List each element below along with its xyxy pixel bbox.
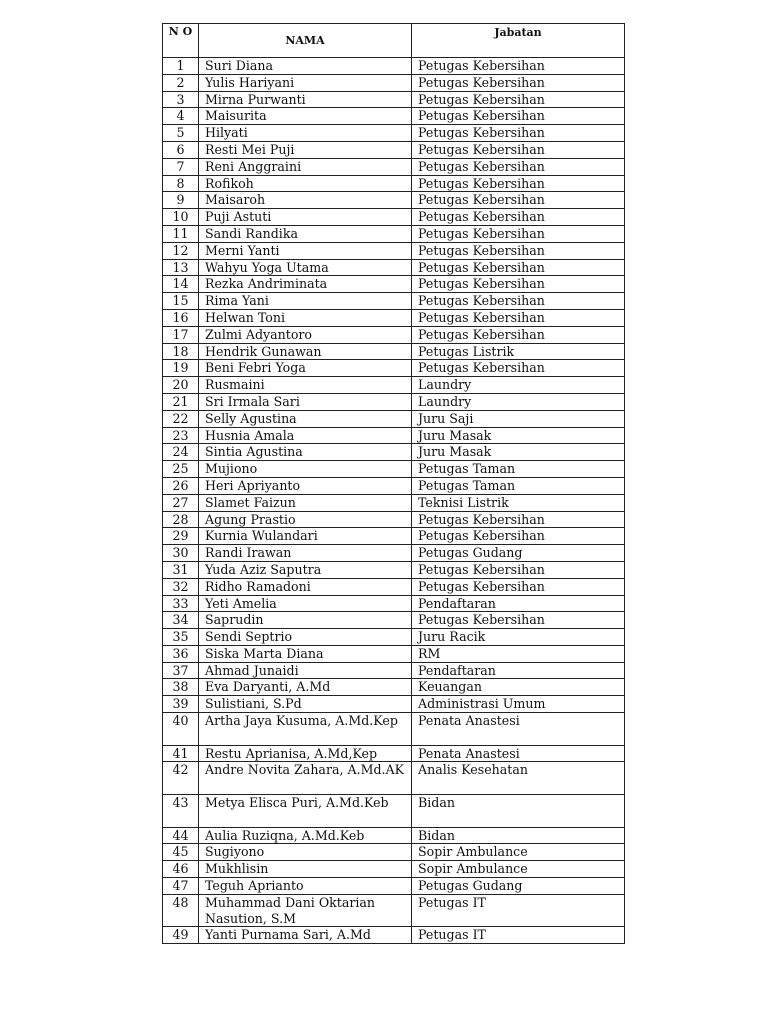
cell-no: 41: [163, 745, 199, 762]
cell-no: 48: [163, 894, 199, 927]
cell-nama: Eva Daryanti, A.Md: [199, 679, 412, 696]
cell-nama: Sugiyono: [199, 844, 412, 861]
cell-nama: Restu Aprianisa, A.Md,Kep: [199, 745, 412, 762]
cell-no: 39: [163, 696, 199, 713]
cell-nama: Selly Agustina: [199, 410, 412, 427]
cell-nama: Rusmaini: [199, 377, 412, 394]
cell-nama: Maisaroh: [199, 192, 412, 209]
cell-no: 35: [163, 629, 199, 646]
table-row: [163, 410, 625, 427]
cell-nama: Yanti Purnama Sari, A.Md: [199, 927, 412, 944]
cell-jabatan: Pendaftaran: [412, 662, 625, 679]
table-row: [163, 276, 625, 293]
cell-no: 36: [163, 645, 199, 662]
table-row: [163, 293, 625, 310]
cell-no: 13: [163, 259, 199, 276]
cell-jabatan: RM: [412, 645, 625, 662]
cell-jabatan: Petugas Kebersihan: [412, 612, 625, 629]
staff-table: [162, 23, 625, 944]
cell-nama: Siska Marta Diana: [199, 645, 412, 662]
cell-nama: Zulmi Adyantoro: [199, 326, 412, 343]
table-row: [163, 309, 625, 326]
cell-jabatan: Sopir Ambulance: [412, 844, 625, 861]
cell-no: 8: [163, 175, 199, 192]
cell-nama: Aulia Ruziqna, A.Md.Keb: [199, 827, 412, 844]
table-row: [163, 861, 625, 878]
table-row: [163, 511, 625, 528]
cell-jabatan: Petugas Kebersihan: [412, 578, 625, 595]
cell-no: 49: [163, 927, 199, 944]
cell-jabatan: Administrasi Umum: [412, 696, 625, 713]
table-row: [163, 878, 625, 895]
table-row: [163, 679, 625, 696]
cell-jabatan: Petugas Kebersihan: [412, 58, 625, 75]
header-nama: [199, 24, 412, 58]
table-row: [163, 444, 625, 461]
table-row: [163, 612, 625, 629]
cell-jabatan: Petugas Kebersihan: [412, 74, 625, 91]
cell-nama: Sri Irmala Sari: [199, 393, 412, 410]
table-row: [163, 225, 625, 242]
cell-jabatan: Petugas Kebersihan: [412, 561, 625, 578]
cell-nama: Slamet Faizun: [199, 494, 412, 511]
cell-nama: Wahyu Yoga Utama: [199, 259, 412, 276]
table-row: [163, 108, 625, 125]
cell-no: 6: [163, 141, 199, 158]
cell-no: 40: [163, 713, 199, 746]
cell-no: 34: [163, 612, 199, 629]
table-row: [163, 175, 625, 192]
cell-no: 14: [163, 276, 199, 293]
cell-no: 24: [163, 444, 199, 461]
table-row: [163, 927, 625, 944]
table-row: [163, 158, 625, 175]
table-row: [163, 141, 625, 158]
table-row: [163, 645, 625, 662]
cell-jabatan: Bidan: [412, 795, 625, 828]
cell-nama: Beni Febri Yoga: [199, 360, 412, 377]
cell-jabatan: Petugas Kebersihan: [412, 158, 625, 175]
table-row: [163, 561, 625, 578]
header-jabatan-label: Jabatan: [494, 26, 542, 39]
cell-jabatan: Bidan: [412, 827, 625, 844]
cell-nama: Kurnia Wulandari: [199, 528, 412, 545]
cell-nama: Agung Prastio: [199, 511, 412, 528]
table-row: [163, 242, 625, 259]
cell-nama: Reni Anggraini: [199, 158, 412, 175]
cell-jabatan: Petugas Kebersihan: [412, 192, 625, 209]
cell-no: 23: [163, 427, 199, 444]
table-row: [163, 58, 625, 75]
cell-jabatan: Petugas Kebersihan: [412, 360, 625, 377]
table-row: [163, 827, 625, 844]
cell-nama: Merni Yanti: [199, 242, 412, 259]
table-row: [163, 91, 625, 108]
header-jabatan: [412, 24, 625, 58]
cell-jabatan: Petugas Kebersihan: [412, 91, 625, 108]
table-row: [163, 461, 625, 478]
cell-no: 12: [163, 242, 199, 259]
table-row: [163, 696, 625, 713]
cell-no: 47: [163, 878, 199, 895]
cell-jabatan: Petugas IT: [412, 927, 625, 944]
cell-jabatan: Petugas Kebersihan: [412, 125, 625, 142]
cell-no: 11: [163, 225, 199, 242]
cell-nama: Heri Apriyanto: [199, 477, 412, 494]
cell-nama: Yuda Aziz Saputra: [199, 561, 412, 578]
cell-no: 25: [163, 461, 199, 478]
cell-no: 7: [163, 158, 199, 175]
cell-nama: Rima Yani: [199, 293, 412, 310]
cell-no: 20: [163, 377, 199, 394]
cell-nama: Puji Astuti: [199, 209, 412, 226]
cell-jabatan: Pendaftaran: [412, 595, 625, 612]
cell-jabatan: Petugas IT: [412, 894, 625, 927]
header-no-label: N O: [168, 25, 193, 38]
table-row: [163, 844, 625, 861]
table-row: [163, 894, 625, 927]
cell-nama: Husnia Amala: [199, 427, 412, 444]
cell-no: 9: [163, 192, 199, 209]
cell-nama: Mirna Purwanti: [199, 91, 412, 108]
cell-jabatan: Juru Racik: [412, 629, 625, 646]
cell-nama: Rezka Andriminata: [199, 276, 412, 293]
header-nama-label: NAMA: [285, 33, 325, 47]
cell-jabatan: Petugas Listrik: [412, 343, 625, 360]
cell-jabatan: Juru Masak: [412, 427, 625, 444]
cell-no: 46: [163, 861, 199, 878]
cell-nama: Artha Jaya Kusuma, A.Md.Kep: [199, 713, 412, 746]
cell-nama: Andre Novita Zahara, A.Md.AK: [199, 762, 412, 795]
table-header-row: [163, 24, 625, 58]
cell-jabatan: Juru Masak: [412, 444, 625, 461]
table-row: [163, 745, 625, 762]
cell-no: 27: [163, 494, 199, 511]
cell-no: 30: [163, 545, 199, 562]
cell-no: 38: [163, 679, 199, 696]
cell-nama: Hendrik Gunawan: [199, 343, 412, 360]
cell-no: 4: [163, 108, 199, 125]
cell-nama: Sintia Agustina: [199, 444, 412, 461]
cell-nama: Yulis Hariyani: [199, 74, 412, 91]
cell-jabatan: Petugas Kebersihan: [412, 293, 625, 310]
cell-nama: Yeti Amelia: [199, 595, 412, 612]
cell-no: 32: [163, 578, 199, 595]
table-row: [163, 377, 625, 394]
cell-jabatan: Laundry: [412, 393, 625, 410]
cell-jabatan: Penata Anastesi: [412, 713, 625, 746]
cell-jabatan: Petugas Kebersihan: [412, 225, 625, 242]
table-row: [163, 125, 625, 142]
table-row: [163, 762, 625, 795]
cell-nama: Metya Elisca Puri, A.Md.Keb: [199, 795, 412, 828]
cell-nama: Helwan Toni: [199, 309, 412, 326]
cell-jabatan: Teknisi Listrik: [412, 494, 625, 511]
table-row: [163, 343, 625, 360]
cell-jabatan: Petugas Taman: [412, 461, 625, 478]
table-row: [163, 545, 625, 562]
cell-nama: Randi Irawan: [199, 545, 412, 562]
header-no: [163, 24, 199, 58]
cell-nama: Sandi Randika: [199, 225, 412, 242]
cell-jabatan: Penata Anastesi: [412, 745, 625, 762]
cell-jabatan: Petugas Kebersihan: [412, 108, 625, 125]
cell-no: 3: [163, 91, 199, 108]
cell-jabatan: Keuangan: [412, 679, 625, 696]
cell-no: 31: [163, 561, 199, 578]
cell-no: 16: [163, 309, 199, 326]
cell-no: 1: [163, 58, 199, 75]
cell-jabatan: Petugas Kebersihan: [412, 309, 625, 326]
cell-nama: Resti Mei Puji: [199, 141, 412, 158]
table-row: [163, 629, 625, 646]
cell-nama: Ahmad Junaidi: [199, 662, 412, 679]
cell-jabatan: Petugas Gudang: [412, 545, 625, 562]
cell-no: 42: [163, 762, 199, 795]
cell-jabatan: Petugas Taman: [412, 477, 625, 494]
cell-no: 29: [163, 528, 199, 545]
cell-jabatan: Analis Kesehatan: [412, 762, 625, 795]
cell-jabatan: Juru Saji: [412, 410, 625, 427]
table-row: [163, 192, 625, 209]
table-row: [163, 393, 625, 410]
cell-no: 22: [163, 410, 199, 427]
cell-no: 2: [163, 74, 199, 91]
cell-no: 15: [163, 293, 199, 310]
table-row: [163, 259, 625, 276]
cell-jabatan: Sopir Ambulance: [412, 861, 625, 878]
cell-nama: Teguh Aprianto: [199, 878, 412, 895]
cell-no: 5: [163, 125, 199, 142]
cell-nama: Mukhlisin: [199, 861, 412, 878]
cell-jabatan: Petugas Kebersihan: [412, 209, 625, 226]
table-row: [163, 528, 625, 545]
cell-no: 44: [163, 827, 199, 844]
cell-no: 37: [163, 662, 199, 679]
cell-no: 19: [163, 360, 199, 377]
cell-nama: Saprudin: [199, 612, 412, 629]
cell-jabatan: Petugas Kebersihan: [412, 175, 625, 192]
cell-jabatan: Petugas Gudang: [412, 878, 625, 895]
table-row: [163, 494, 625, 511]
cell-no: 28: [163, 511, 199, 528]
table-row: [163, 713, 625, 746]
table-row: [163, 74, 625, 91]
cell-jabatan: Petugas Kebersihan: [412, 276, 625, 293]
cell-no: 43: [163, 795, 199, 828]
table-body: [163, 58, 625, 944]
table-row: [163, 477, 625, 494]
cell-nama: Sendi Septrio: [199, 629, 412, 646]
table-row: [163, 427, 625, 444]
table-row: [163, 209, 625, 226]
table-row: [163, 595, 625, 612]
cell-jabatan: Petugas Kebersihan: [412, 528, 625, 545]
cell-no: 21: [163, 393, 199, 410]
cell-jabatan: Petugas Kebersihan: [412, 242, 625, 259]
cell-nama: Ridho Ramadoni: [199, 578, 412, 595]
table-row: [163, 326, 625, 343]
cell-jabatan: Laundry: [412, 377, 625, 394]
table-row: [163, 795, 625, 828]
cell-nama: Rofikoh: [199, 175, 412, 192]
table-row: [163, 578, 625, 595]
cell-no: 26: [163, 477, 199, 494]
cell-no: 45: [163, 844, 199, 861]
cell-no: 17: [163, 326, 199, 343]
cell-nama: Mujiono: [199, 461, 412, 478]
cell-jabatan: Petugas Kebersihan: [412, 326, 625, 343]
cell-jabatan: Petugas Kebersihan: [412, 259, 625, 276]
cell-no: 10: [163, 209, 199, 226]
cell-jabatan: Petugas Kebersihan: [412, 511, 625, 528]
cell-nama: Muhammad Dani Oktarian Nasution, S.M: [199, 894, 412, 927]
cell-nama: Sulistiani, S.Pd: [199, 696, 412, 713]
cell-nama: Maisurita: [199, 108, 412, 125]
table-row: [163, 360, 625, 377]
cell-no: 18: [163, 343, 199, 360]
cell-nama: Suri Diana: [199, 58, 412, 75]
cell-no: 33: [163, 595, 199, 612]
cell-nama: Hilyati: [199, 125, 412, 142]
table-row: [163, 662, 625, 679]
cell-jabatan: Petugas Kebersihan: [412, 141, 625, 158]
